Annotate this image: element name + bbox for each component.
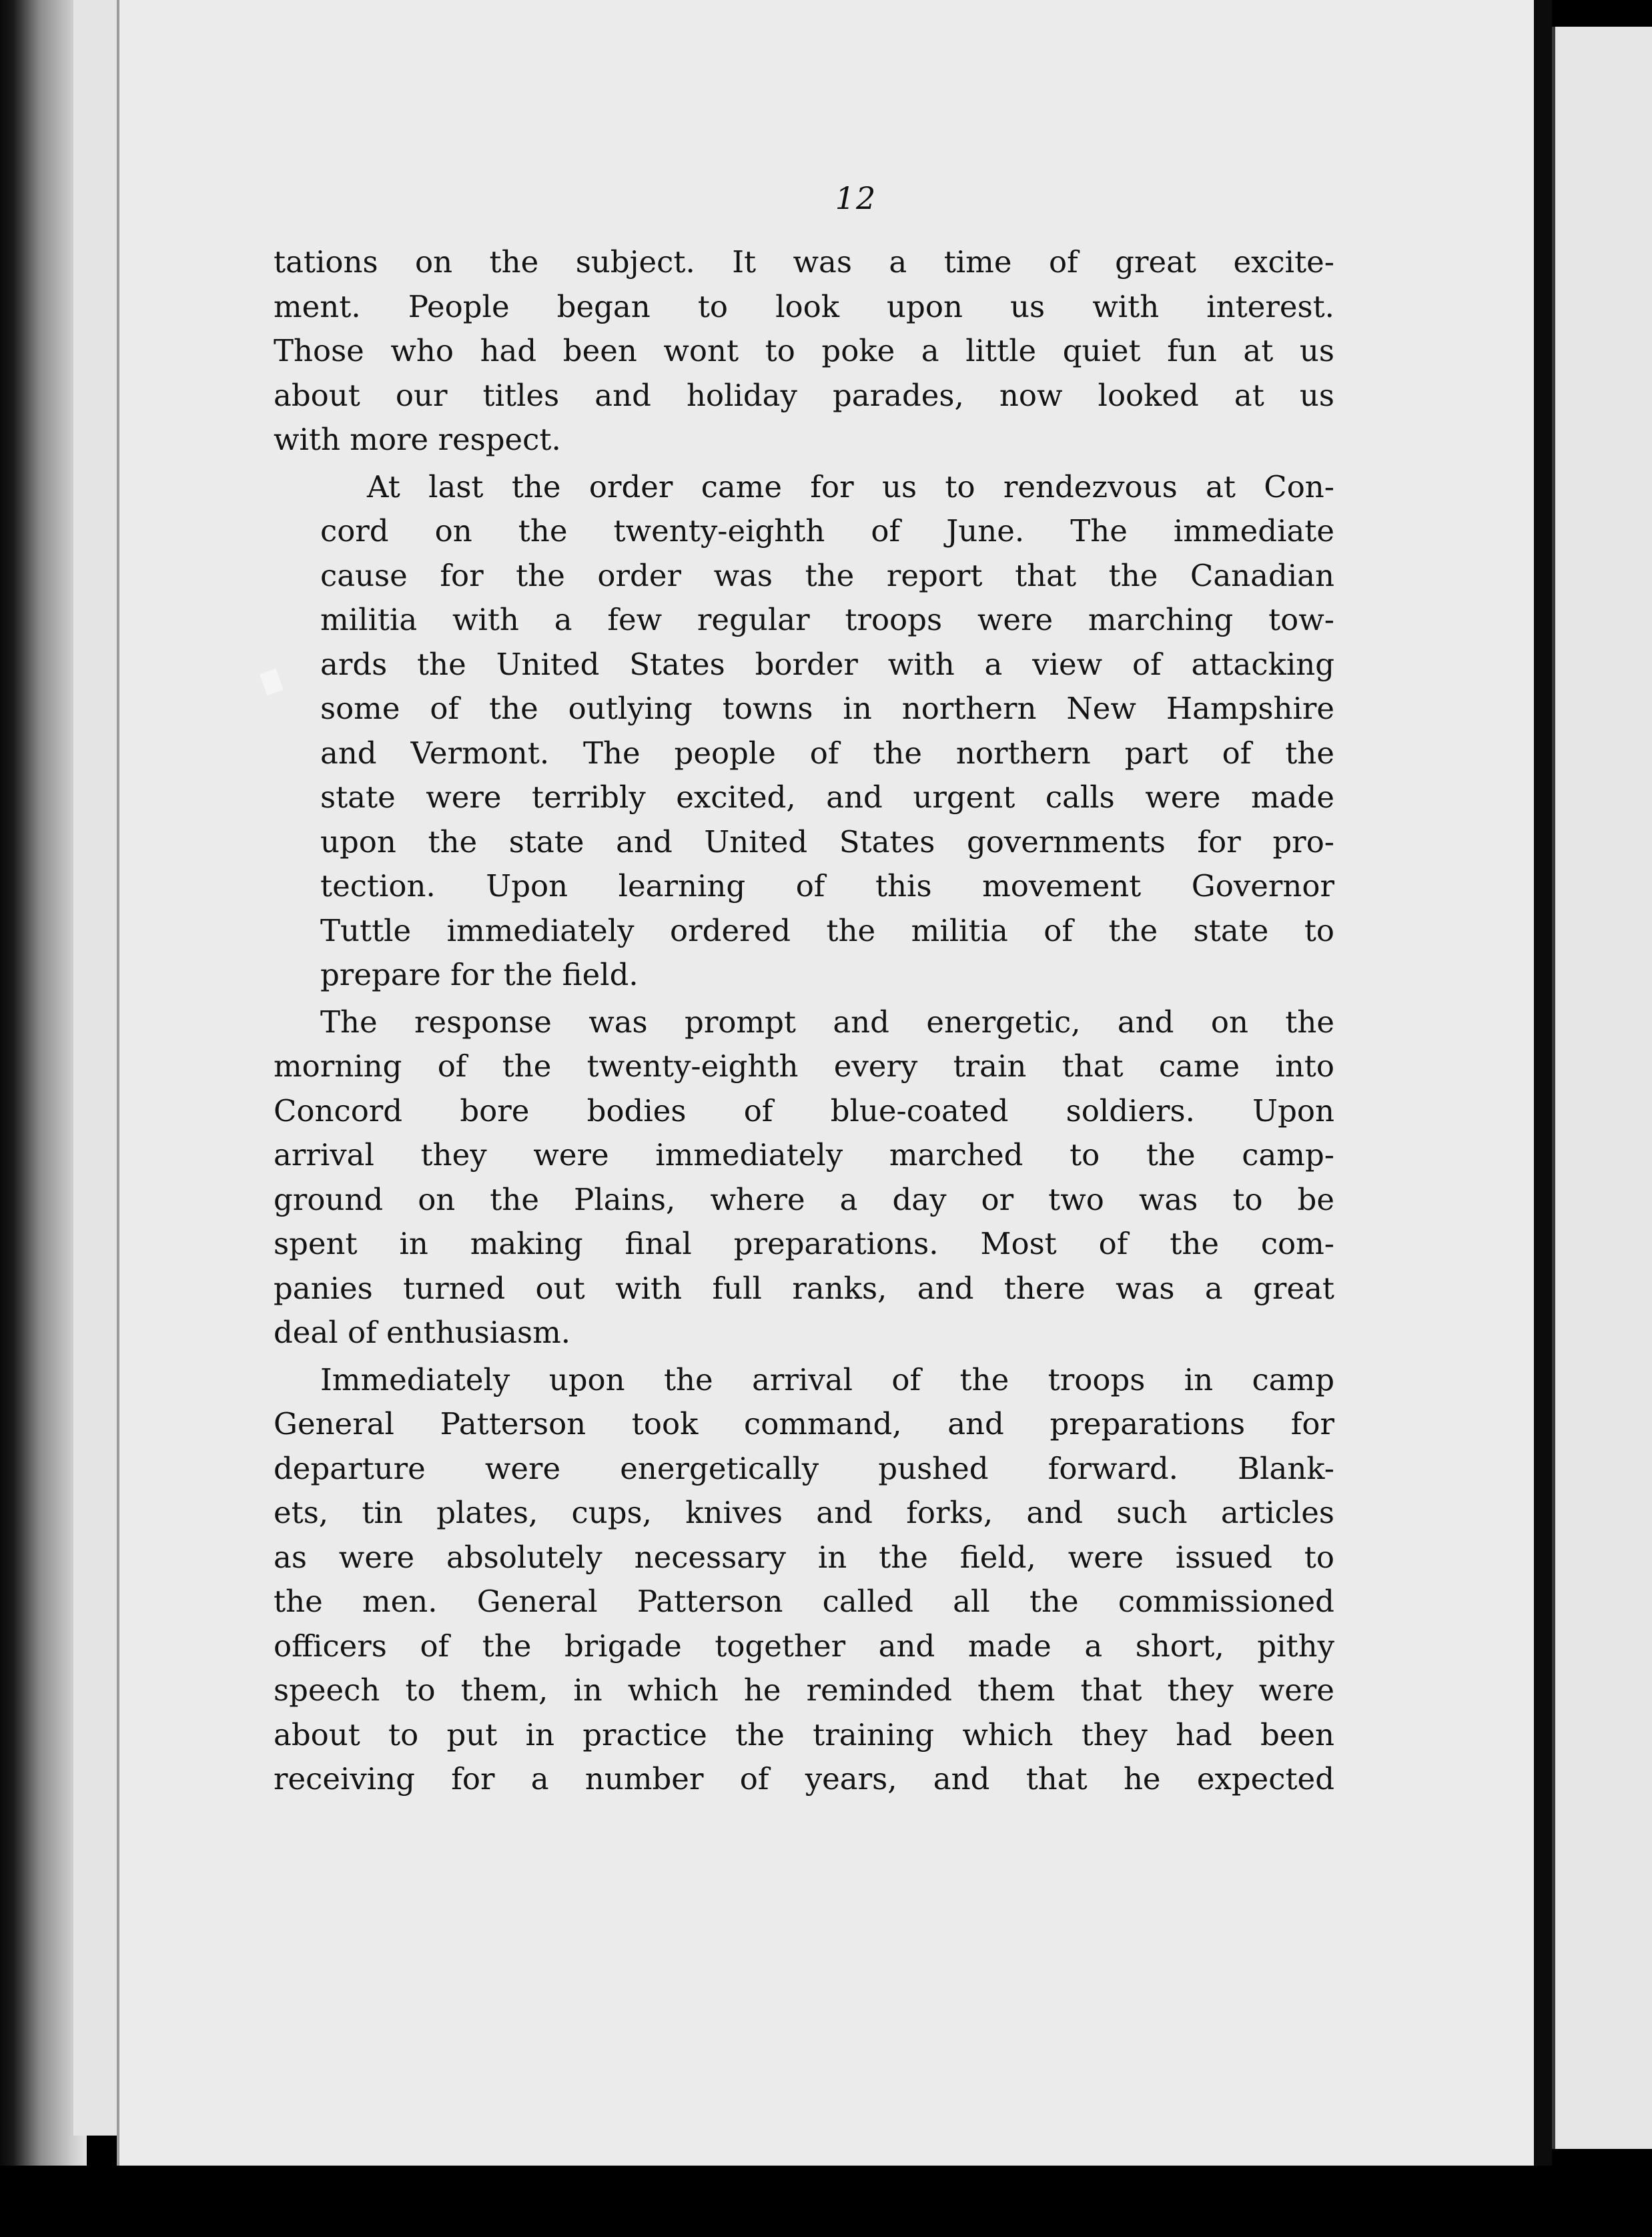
text-line: state were terribly excited, and urgent calls were made — [320, 779, 1334, 815]
text-line: as were absolutely necessary in the field, were issued to — [274, 1539, 1334, 1575]
text-line: departure were energetically pushed forward. Blank- — [274, 1450, 1334, 1486]
text-line: about to put in practice the training which they had been — [274, 1716, 1334, 1752]
text-line: cause for the order was the report that the Canadian — [320, 557, 1334, 593]
bottom-scan-border — [0, 2166, 1652, 2237]
text-line: tection. Upon learning of this movement Governor — [320, 868, 1334, 904]
text-line: ment. People began to look upon us with interest. — [274, 288, 1334, 324]
page-stack-edge — [73, 0, 122, 2136]
text-line: Tuttle immediately ordered the militia of the state to — [320, 912, 1334, 948]
paragraph-1 — [274, 240, 1334, 462]
adjacent-page-edge — [1552, 27, 1652, 2149]
text-line: receiving for a number of years, and that he expected — [274, 1761, 1334, 1797]
text-line: Immediately upon the arrival of the troops in camp — [320, 1361, 1334, 1397]
text-line: ards the United States border with a view of attacking — [320, 646, 1334, 682]
text-line: arrival they were immediately marched to the camp- — [274, 1137, 1334, 1173]
text-line: ground on the Plains, where a day or two was to be — [274, 1181, 1334, 1217]
text-line: deal of enthusiasm. — [274, 1315, 571, 1350]
paragraph-4 — [274, 1358, 1334, 1802]
text-line: the men. General Patterson called all the commissioned — [274, 1584, 1334, 1619]
text-line: and Vermont. The people of the northern part of the — [320, 735, 1334, 771]
text-line: speech to them, in which he reminded them that they were — [274, 1672, 1334, 1708]
text-line: upon the state and United States governments for pro- — [320, 824, 1334, 860]
text-line: militia with a few regular troops were marching tow- — [320, 602, 1334, 637]
text-line: tations on the subject. It was a time of great excite- — [274, 244, 1334, 280]
text-line: At last the order came for us to rendezvous at Con- — [367, 468, 1334, 505]
text-line: cord on the twenty-eighth of June. The immediate — [320, 513, 1334, 549]
text-line: panies turned out with full ranks, and there was a great — [274, 1270, 1334, 1306]
text-line: ets, tin plates, cups, knives and forks, and such articles — [274, 1495, 1334, 1530]
text-line: Concord bore bodies of blue-coated soldiers. Upon — [274, 1092, 1334, 1129]
page-number: 12 — [835, 180, 877, 216]
binding-gutter — [1535, 0, 1552, 2237]
text-line: General Patterson took command, and preparations for — [274, 1406, 1334, 1442]
paragraph-3 — [274, 1000, 1334, 1355]
text-line: The response was prompt and energetic, and on the — [320, 1004, 1334, 1040]
text-line: about our titles and holiday parades, now looked at us — [274, 377, 1334, 413]
text-line: officers of the brigade together and made a short, pithy — [274, 1628, 1334, 1664]
text-line: Those who had been wont to poke a little quiet fun at us — [274, 333, 1334, 368]
text-line: prepare for the field. — [320, 957, 639, 992]
text-line: some of the outlying towns in northern New Hampshire — [320, 691, 1334, 726]
body-text — [274, 240, 1334, 1805]
text-line: with more respect. — [274, 422, 561, 457]
text-line: morning of the twenty-eighth every train that came into — [274, 1048, 1334, 1084]
paragraph-2 — [274, 465, 1334, 998]
text-line: spent in making final preparations. Most of the com- — [274, 1226, 1334, 1261]
